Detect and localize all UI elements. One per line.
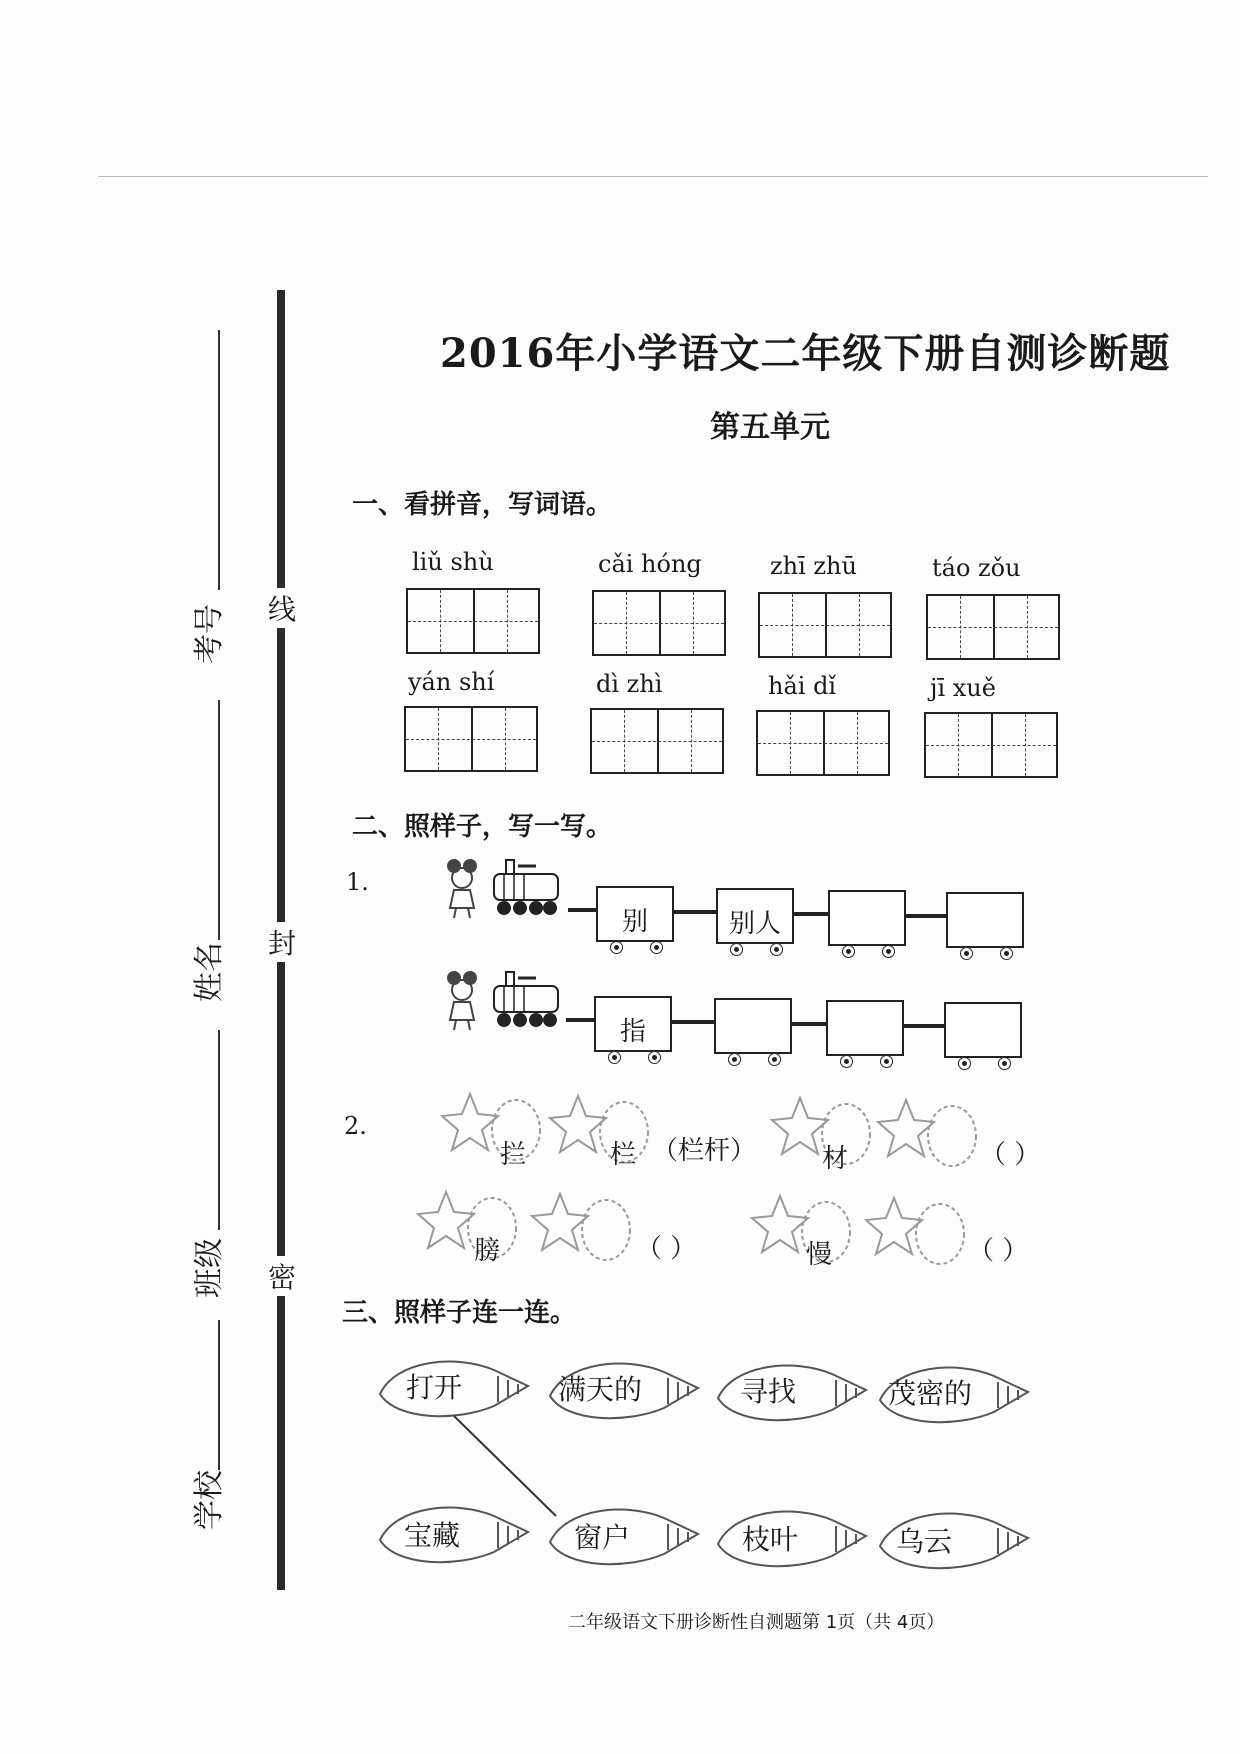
pinyin-7: hǎi dǐ bbox=[768, 672, 837, 700]
section-1-heading: 一、看拼音，写词语。 bbox=[352, 490, 613, 520]
train-2-car-4[interactable] bbox=[944, 1002, 1022, 1058]
star-answer-2: （栏杆） bbox=[652, 1136, 757, 1166]
pinyin-4: táo zǒu bbox=[932, 554, 1021, 582]
locomotive-icon bbox=[490, 858, 570, 920]
writing-box-2[interactable] bbox=[592, 590, 726, 656]
pinyin-5: yán shí bbox=[408, 668, 495, 696]
writing-box-5[interactable] bbox=[404, 706, 538, 772]
star-balloon-icon bbox=[864, 1194, 974, 1274]
star-balloon-icon bbox=[876, 1096, 986, 1176]
binding-char-secret: 密 bbox=[262, 1256, 302, 1296]
shell-word-bottom-2[interactable]: 窗户 bbox=[574, 1521, 631, 1554]
writing-box-1[interactable] bbox=[406, 588, 540, 654]
star-balloon-icon bbox=[548, 1092, 658, 1172]
train-1-car-4[interactable] bbox=[946, 892, 1024, 948]
star-char-7: 慢 bbox=[806, 1240, 833, 1270]
page-title: 2016年小学语文二年级下册自测诊断题 bbox=[440, 330, 1171, 377]
pinyin-3: zhī zhū bbox=[770, 552, 857, 580]
field-class-label: 班级 bbox=[192, 1238, 227, 1298]
train-1-car-3[interactable] bbox=[828, 890, 906, 946]
train-coupler bbox=[566, 1018, 596, 1022]
shell-word-top-1[interactable]: 打开 bbox=[406, 1371, 463, 1404]
star-balloon-icon bbox=[416, 1188, 526, 1268]
train-1-car-2[interactable] bbox=[716, 888, 794, 944]
field-exam-number-line[interactable] bbox=[218, 330, 220, 590]
star-char-1: 拦 bbox=[500, 1140, 527, 1170]
writing-box-6[interactable] bbox=[590, 708, 724, 774]
train-2-car-1[interactable] bbox=[594, 996, 672, 1052]
locomotive-icon bbox=[490, 970, 570, 1032]
star-answer-4[interactable]: （ ） bbox=[980, 1140, 1041, 1170]
shell-word-bottom-3[interactable]: 枝叶 bbox=[742, 1523, 799, 1556]
shell-word-bottom-4[interactable]: 乌云 bbox=[896, 1525, 953, 1558]
question-2-2-number: 2. bbox=[344, 1112, 367, 1140]
shell-word-top-4[interactable]: 茂密的 bbox=[888, 1377, 973, 1410]
question-2-1-number: 1. bbox=[346, 868, 369, 896]
pinyin-2: cǎi hóng bbox=[598, 550, 702, 578]
field-name-label: 姓名 bbox=[192, 942, 227, 1002]
unit-title: 第五单元 bbox=[710, 410, 830, 445]
train-coupler bbox=[568, 908, 598, 912]
star-balloon-icon bbox=[530, 1190, 640, 1270]
star-answer-8[interactable]: （ ） bbox=[968, 1236, 1029, 1266]
writing-box-4[interactable] bbox=[926, 594, 1060, 660]
field-school-line[interactable] bbox=[218, 1320, 220, 1470]
binding-char-seal: 封 bbox=[262, 922, 302, 962]
field-class-line[interactable] bbox=[218, 1030, 220, 1230]
page-footer: 二年级语文下册诊断性自测题第 1页（共 4页） bbox=[568, 1612, 945, 1633]
star-balloon-icon bbox=[440, 1090, 550, 1170]
field-exam-number-label: 考号 bbox=[192, 604, 227, 664]
train-2-car-1-text: 指 bbox=[619, 1017, 646, 1047]
train-coupler bbox=[906, 914, 950, 918]
star-char-5: 膀 bbox=[474, 1236, 501, 1266]
star-char-3: 材 bbox=[822, 1144, 849, 1174]
field-school-label: 学校 bbox=[192, 1470, 227, 1530]
star-balloon-icon bbox=[750, 1192, 860, 1272]
train-2-car-2[interactable] bbox=[714, 998, 792, 1054]
pinyin-6: dì zhì bbox=[596, 670, 663, 698]
binding-char-line: 线 bbox=[262, 588, 302, 628]
pinyin-1: liǔ shù bbox=[412, 548, 494, 576]
section-3-heading: 三、照样子连一连。 bbox=[342, 1298, 577, 1328]
star-answer-6[interactable]: （ ） bbox=[636, 1234, 697, 1264]
section-2-heading: 二、照样子，写一写。 bbox=[352, 812, 613, 842]
writing-box-3[interactable] bbox=[758, 592, 892, 658]
train-1-car-2-text: 别人 bbox=[728, 909, 781, 939]
train-2-car-3[interactable] bbox=[826, 1000, 904, 1056]
train-coupler bbox=[794, 912, 830, 916]
train-1-car-1[interactable] bbox=[596, 886, 674, 942]
pinyin-8: jī xuě bbox=[930, 674, 996, 702]
shell-word-bottom-1[interactable]: 宝藏 bbox=[404, 1519, 461, 1552]
star-char-2: 栏 bbox=[610, 1140, 637, 1170]
writing-box-8[interactable] bbox=[924, 712, 1058, 778]
train-coupler bbox=[672, 1020, 716, 1024]
shell-word-top-2[interactable]: 满天的 bbox=[558, 1373, 643, 1406]
train-1-car-1-text: 别 bbox=[621, 907, 648, 937]
train-coupler bbox=[674, 910, 718, 914]
shell-word-top-3[interactable]: 寻找 bbox=[740, 1375, 797, 1408]
field-name-line[interactable] bbox=[218, 700, 220, 940]
train-coupler bbox=[792, 1022, 828, 1026]
writing-box-7[interactable] bbox=[756, 710, 890, 776]
train-coupler bbox=[904, 1024, 948, 1028]
top-rule bbox=[98, 176, 1208, 177]
